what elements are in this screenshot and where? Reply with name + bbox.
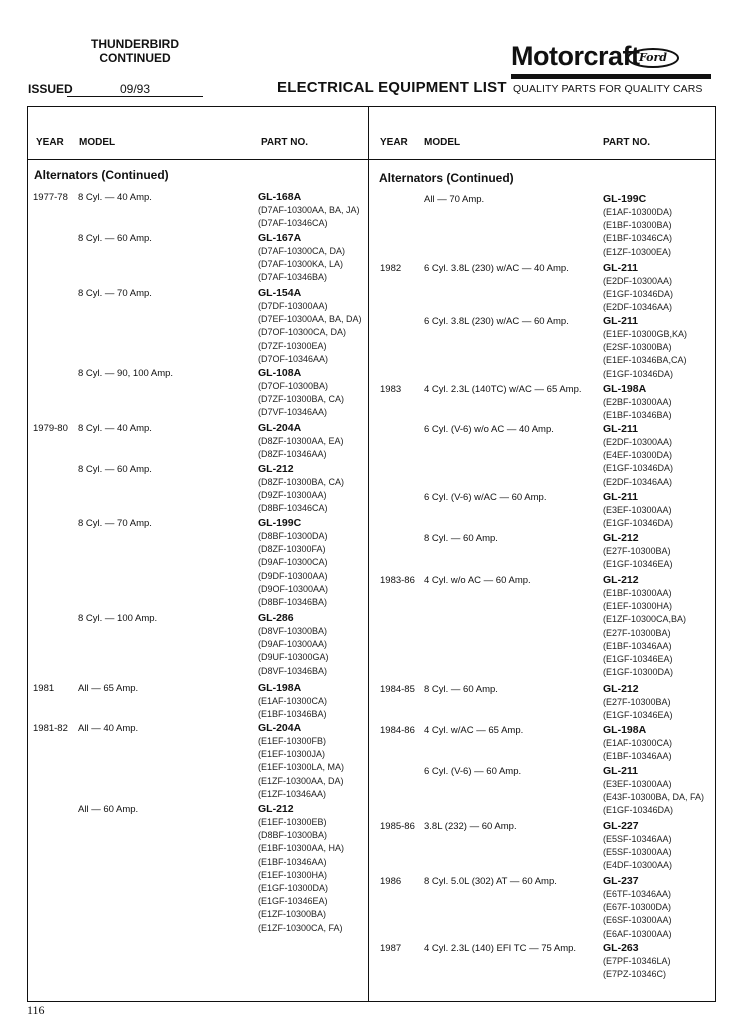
right-entry-service-number: (E2SF-10300BA) [603,342,672,353]
page-number: 116 [27,1003,45,1017]
left-entry-service-number: (D7AF-10346CA) [258,218,328,229]
header-rule [27,159,716,160]
right-entry-part-number: GL-212 [603,683,639,695]
right-entry-service-number: (E6SF-10300AA) [603,915,672,926]
right-entry-service-number: (E1GF-10300DA) [603,667,674,678]
left-entry-service-number: (D9DF-10300AA) [258,570,328,581]
right-entry-year: 1986 [380,876,402,887]
right-entry-service-number: (E5SF-10300AA) [603,847,672,858]
right-entry-part-number: GL-237 [603,875,639,887]
left-entry-part-number: GL-212 [258,803,294,815]
left-entry-service-number: (E1EF-10300FB) [258,736,327,746]
right-entry-model: 8 Cyl. 5.0L (302) AT — 60 Amp. [424,876,557,887]
right-entry-service-number: (E1ZF-10300CA,BA) [603,614,687,625]
left-entry-year: 1981 [33,683,55,694]
left-entry-part-number: GL-167A [258,232,302,244]
right-entry-year: 1984-86 [380,725,415,736]
right-entry-service-number: (E27F-10300BA) [603,546,671,556]
right-entry-service-number: (E5SF-10346AA) [603,834,672,844]
right-entry-service-number: (E27F-10300BA) [603,697,671,707]
right-entry-model: 8 Cyl. — 60 Amp. [424,533,498,544]
left-entry-service-number: (D7OF-10346AA) [258,353,329,364]
right-entry-service-number: (E1GF-10346DA) [603,463,674,474]
column-divider [368,106,369,1002]
right-entry-part-number: GL-211 [603,315,639,327]
right-entry-service-number: (E1GF-10346DA) [603,368,674,379]
left-entry-service-number: (D8ZF-10300AA, EA) [258,436,344,446]
left-entry-service-number: (D8ZF-10346AA) [258,449,327,460]
issued-date: 09/93 [67,82,203,97]
right-entry-service-number: (E3EF-10300AA) [603,779,672,789]
left-entry-service-number: (E1GF-10346EA) [258,896,328,907]
tagline: QUALITY PARTS FOR QUALITY CARS [513,83,703,95]
issued-label: ISSUED [28,82,73,96]
right-entry-model: 6 Cyl. (V-6) — 60 Amp. [424,766,522,777]
right-entry-service-number: (E1GF-10346DA) [603,289,674,300]
left-entry-model: 8 Cyl. — 60 Amp. [78,233,152,244]
left-entry-service-number: (D7AF-10300CA, DA) [258,246,346,256]
left-entry-service-number: (E1EF-10300HA) [258,869,328,880]
right-entry-service-number: (E2DF-10300AA) [603,437,673,447]
right-model-header: MODEL [424,137,461,148]
right-entry-model: 6 Cyl. (V-6) w/AC — 60 Amp. [424,492,547,503]
right-entry-service-number: (E1EF-10346BA,CA) [603,355,687,366]
right-entry-service-number: (E4EF-10300DA) [603,450,673,461]
left-entry-service-number: (D7EF-10300AA, BA, DA) [258,314,362,325]
left-entry-service-number: (E1ZF-10346AA) [258,788,327,799]
left-entry-service-number: (D8BF-10346CA) [258,503,328,514]
right-entry-service-number: (E1EF-10300HA) [603,601,673,612]
right-entry-service-number: (E1GF-10346EA) [603,559,673,570]
left-entry-service-number: (D7OF-10300BA) [258,381,329,391]
right-entry-service-number: (E1BF-10300AA) [603,588,672,598]
left-entry-model: 8 Cyl. — 90, 100 Amp. [78,368,174,379]
left-entry-model: All — 40 Amp. [78,723,139,734]
right-entry-model: 8 Cyl. — 60 Amp. [424,684,498,695]
left-entry-service-number: (D7AF-10300KA, LA) [258,259,344,270]
right-entry-service-number: (E1GF-10346DA) [603,805,674,816]
right-entry-model: 4 Cyl. 2.3L (140TC) w/AC — 65 Amp. [424,384,582,395]
right-entry-service-number: (E2BF-10300AA) [603,397,672,407]
left-entry-service-number: (D9AF-10300CA) [258,557,328,568]
ford-logo: Ford [627,48,679,68]
left-entry-service-number: (E1ZF-10300AA, DA) [258,775,344,786]
right-entry-part-number: GL-199C [603,193,647,205]
left-year-header: YEAR [36,137,64,148]
right-entry-service-number: (E67F-10300DA) [603,902,672,913]
left-entry-service-number: (E1ZF-10300BA) [258,909,327,920]
left-entry-service-number: (D7AF-10346BA) [258,272,328,283]
right-entry-part-number: GL-211 [603,262,639,274]
right-entry-model: 6 Cyl. 3.8L (230) w/AC — 60 Amp. [424,316,569,327]
right-entry-part-number: GL-211 [603,423,639,435]
left-entry-part-number: GL-108A [258,367,302,379]
left-entry-service-number: (D8VF-10346BA) [258,665,328,676]
right-entry-service-number: (E1BF-10346AA) [603,640,672,651]
page-heading [70,37,200,65]
right-entry-part-number: GL-263 [603,942,639,954]
left-entry-service-number: (D7DF-10300AA) [258,301,328,311]
left-entry-service-number: (D8BF-10300DA) [258,531,328,541]
right-entry-service-number: (E1BF-10346CA) [603,233,673,244]
right-section-title: Alternators (Continued) [379,171,514,185]
right-entry-part-number: GL-198A [603,383,647,395]
right-part-header: PART NO. [603,137,651,148]
left-entry-service-number: (D7ZF-10300BA, CA) [258,394,345,405]
left-entry-service-number: (D7VF-10346AA) [258,407,328,418]
left-entry-model: 8 Cyl. — 70 Amp. [78,518,152,529]
left-entry-part-number: GL-212 [258,463,294,475]
left-entry-service-number: (D8BF-10300BA) [258,830,328,841]
right-entry-service-number: (E27F-10300BA) [603,627,671,638]
right-entry-year: 1983-86 [380,575,415,586]
left-entry-model: All — 65 Amp. [78,683,139,694]
right-entry-part-number: GL-211 [603,491,639,503]
left-entry-service-number: (E1EF-10300JA) [258,749,326,760]
right-entry-year: 1985-86 [380,821,415,832]
right-entry-service-number: (E43F-10300BA, DA, FA) [603,792,705,803]
right-entry-service-number: (E1BF-10346BA) [603,410,672,421]
right-entry-part-number: GL-211 [603,765,639,777]
right-entry-service-number: (E1BF-10346AA) [603,751,672,762]
right-entry-model: 3.8L (232) — 60 Amp. [424,821,517,832]
left-entry-service-number: (D9ZF-10300AA) [258,490,327,501]
left-entry-service-number: (D7ZF-10300EA) [258,340,327,351]
right-entry-service-number: (E2DF-10300AA) [603,276,673,286]
left-entry-service-number: (D9AF-10300AA) [258,639,328,650]
left-entry-service-number: (E1BF-10300AA, HA) [258,843,345,854]
left-entry-part-number: GL-168A [258,191,302,203]
right-entry-model: 4 Cyl. w/AC — 65 Amp. [424,725,524,736]
left-entry-service-number: (E1EF-10300EB) [258,817,327,827]
right-entry-service-number: (E7PF-10346LA) [603,956,671,966]
right-entry-model: 6 Cyl. (V-6) w/o AC — 40 Amp. [424,424,554,435]
right-entry-year: 1987 [380,943,402,954]
left-entry-part-number: GL-199C [258,517,302,529]
right-entry-model: 6 Cyl. 3.8L (230) w/AC — 40 Amp. [424,263,569,274]
left-part-header: PART NO. [261,137,309,148]
right-entry-service-number: (E2DF-10346AA) [603,476,673,487]
right-entry-service-number: (E1AF-10300DA) [603,207,673,217]
left-entry-model: 8 Cyl. — 40 Amp. [78,192,152,203]
left-entry-service-number: (E1AF-10300CA) [258,696,328,706]
left-entry-model: 8 Cyl. — 70 Amp. [78,288,152,299]
left-section-title: Alternators (Continued) [34,168,169,182]
left-entry-service-number: (D8ZF-10300FA) [258,544,326,555]
left-entry-service-number: (D9OF-10300AA) [258,583,329,594]
left-entry-service-number: (E1EF-10300LA, MA) [258,762,345,773]
right-entry-service-number: (E1GF-10346DA) [603,518,674,529]
right-entry-service-number: (E1AF-10300CA) [603,738,673,748]
right-entry-service-number: (E1GF-10346EA) [603,710,673,721]
brand-rule [511,74,711,79]
left-entry-service-number: (D8ZF-10300BA, CA) [258,477,345,487]
right-entry-service-number: (E6TF-10346AA) [603,889,672,899]
left-entry-service-number: (E1ZF-10300CA, FA) [258,922,343,933]
left-entry-model: 8 Cyl. — 40 Amp. [78,423,152,434]
left-entry-year: 1981-82 [33,723,68,734]
right-entry-model: 4 Cyl. 2.3L (140) EFI TC — 75 Amp. [424,943,577,954]
left-entry-service-number: (E1BF-10346BA) [258,709,327,720]
right-entry-service-number: (E1EF-10300GB,KA) [603,329,688,339]
left-entry-service-number: (D8VF-10300BA) [258,626,328,636]
left-entry-service-number: (D7AF-10300AA, BA, JA) [258,205,360,215]
heading-line-1: THUNDERBIRD [91,37,179,51]
right-entry-service-number: (E6AF-10300AA) [603,928,672,939]
right-entry-part-number: GL-212 [603,532,639,544]
heading-line-2: CONTINUED [99,51,171,65]
right-entry-year: 1982 [380,263,402,274]
left-entry-part-number: GL-204A [258,722,302,734]
left-entry-service-number: (E1GF-10300DA) [258,883,329,893]
right-entry-service-number: (E4DF-10300AA) [603,860,673,871]
right-year-header: YEAR [380,137,408,148]
left-entry-part-number: GL-154A [258,287,302,299]
right-entry-service-number: (E3EF-10300AA) [603,505,672,515]
right-entry-service-number: (E1GF-10346EA) [603,654,673,664]
left-entry-service-number: (E1BF-10346AA) [258,856,327,867]
left-entry-model: All — 60 Amp. [78,804,139,815]
right-entry-model: All — 70 Amp. [424,194,485,205]
left-entry-year: 1977-78 [33,192,68,203]
list-title: ELECTRICAL EQUIPMENT LIST [277,79,507,96]
brand-name: Motorcraft [511,41,640,71]
right-entry-part-number: GL-227 [603,820,639,832]
right-entry-service-number: (E1ZF-10300EA) [603,246,672,257]
left-model-header: MODEL [79,137,116,148]
left-entry-model: 8 Cyl. — 60 Amp. [78,464,152,475]
right-entry-year: 1983 [380,384,402,395]
left-entry-service-number: (D7OF-10300CA, DA) [258,327,347,338]
right-entry-service-number: (E7PZ-10346C) [603,969,667,980]
left-entry-part-number: GL-198A [258,682,302,694]
left-entry-part-number: GL-204A [258,422,302,434]
left-entry-year: 1979-80 [33,423,68,434]
right-entry-service-number: (E2DF-10346AA) [603,302,673,313]
right-entry-model: 4 Cyl. w/o AC — 60 Amp. [424,575,531,586]
right-entry-year: 1984-85 [380,684,415,695]
left-entry-model: 8 Cyl. — 100 Amp. [78,613,158,624]
left-entry-part-number: GL-286 [258,612,294,624]
left-entry-service-number: (D9UF-10300GA) [258,652,329,663]
right-entry-service-number: (E1BF-10300BA) [603,220,672,231]
left-entry-service-number: (D8BF-10346BA) [258,597,328,607]
right-entry-part-number: GL-212 [603,574,639,586]
right-entry-part-number: GL-198A [603,724,647,736]
